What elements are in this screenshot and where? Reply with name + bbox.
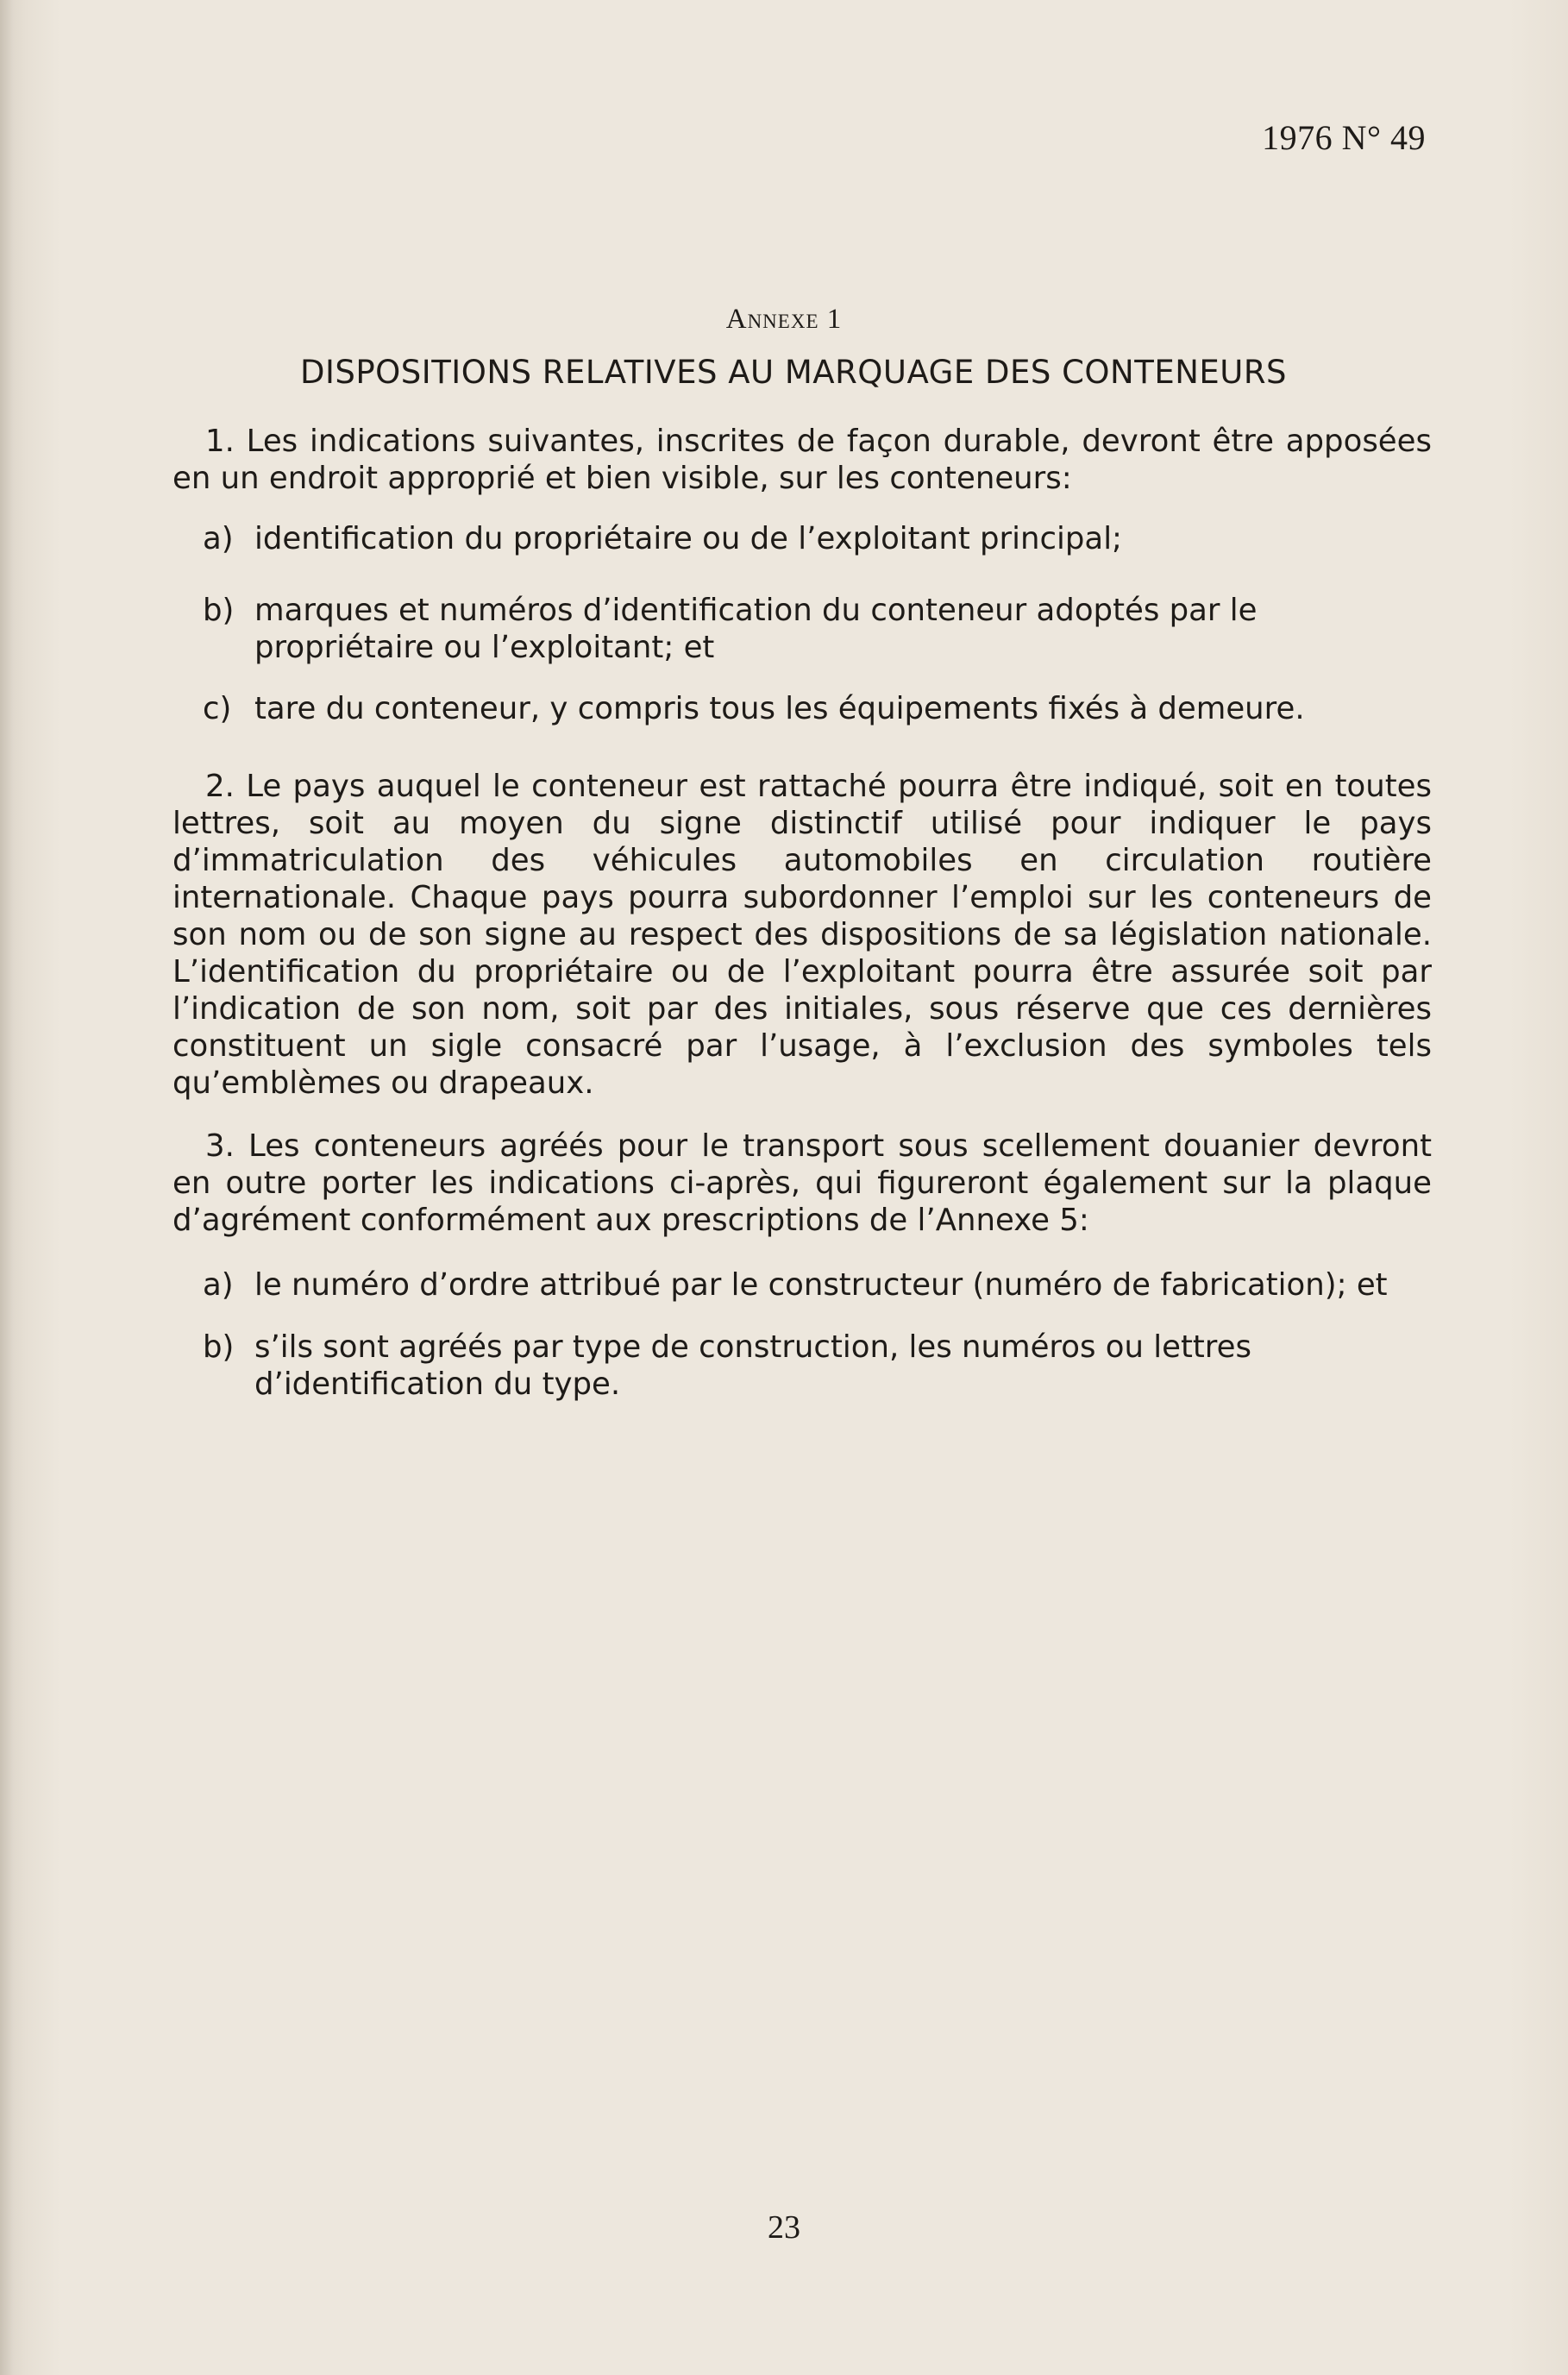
list-item-text: le numéro d’ordre attribué par le constructeur (numéro de fabrication); et [254,1267,1388,1303]
list-item-text: marques et numéros d’identification du conteneur adoptés par le propriétaire ou l’exploitant; et [254,593,1258,665]
list-item [203,592,1436,666]
paragraph-1-text: 1. Les indications suivantes, inscrites de façon durable, devront être apposées en un endroit approprié et bien visible, sur les conteneurs: [172,424,1432,496]
paragraph-1 [172,423,1432,497]
list-item-marker: a) [203,521,234,556]
annex-label: Annexe 1 [725,304,843,335]
annex-title: DISPOSITIONS RELATIVES AU MARQUAGE DES CONTENEURS [299,354,1288,391]
page-header: 1976 N° 49 [1262,118,1426,157]
list-item-text: s’ils sont agréés par type de construction, les numéros ou lettres d’identification du type. [254,1329,1251,1402]
list-item-marker: c) [203,691,232,726]
list-item-marker: b) [203,593,235,628]
paragraph-2-text: 2. Le pays auquel le conteneur est rattaché pourra être indiqué, soit en toutes lettres, soit au moyen du signe distinctif utilisé pour indiquer le pays d’immatriculation des véhicules automobiles en circulation routière internationale. Chaque pays pourra subordonner l’emploi sur les conteneurs de son nom ou de son signe au respect des dispositions de sa législation nationale. L’identification du propriétaire ou de l’exploitant pourra être assurée soit par l’indication de son nom, soit par des initiales, sous réserve que ces dernières constituent un sigle consacré par l’usage, à l’exclusion des symboles tels qu’emblèmes ou drapeaux. [172,769,1432,1101]
list-item [203,1329,1436,1403]
list-item [203,690,1436,727]
list-item-marker: b) [203,1329,235,1365]
paragraph-3-text: 3. Les conteneurs agréés pour le transport sous scellement douanier devront en outre porter les indications ci-après, qui figureront également sur la plaque d’agrément conformément aux prescriptions de l’Annexe 5: [172,1128,1432,1238]
list-item [203,520,1436,557]
page-number: 23 [768,2209,800,2246]
list-item [203,1266,1436,1304]
paragraph-2 [172,768,1432,1102]
list-item-text: identification du propriétaire ou de l’exploitant principal; [254,521,1123,556]
binding-edge [0,0,14,2375]
list-item-text: tare du conteneur, y compris tous les équipements fixés à demeure. [254,691,1305,726]
list-item-marker: a) [203,1267,234,1303]
paragraph-3 [172,1128,1432,1239]
